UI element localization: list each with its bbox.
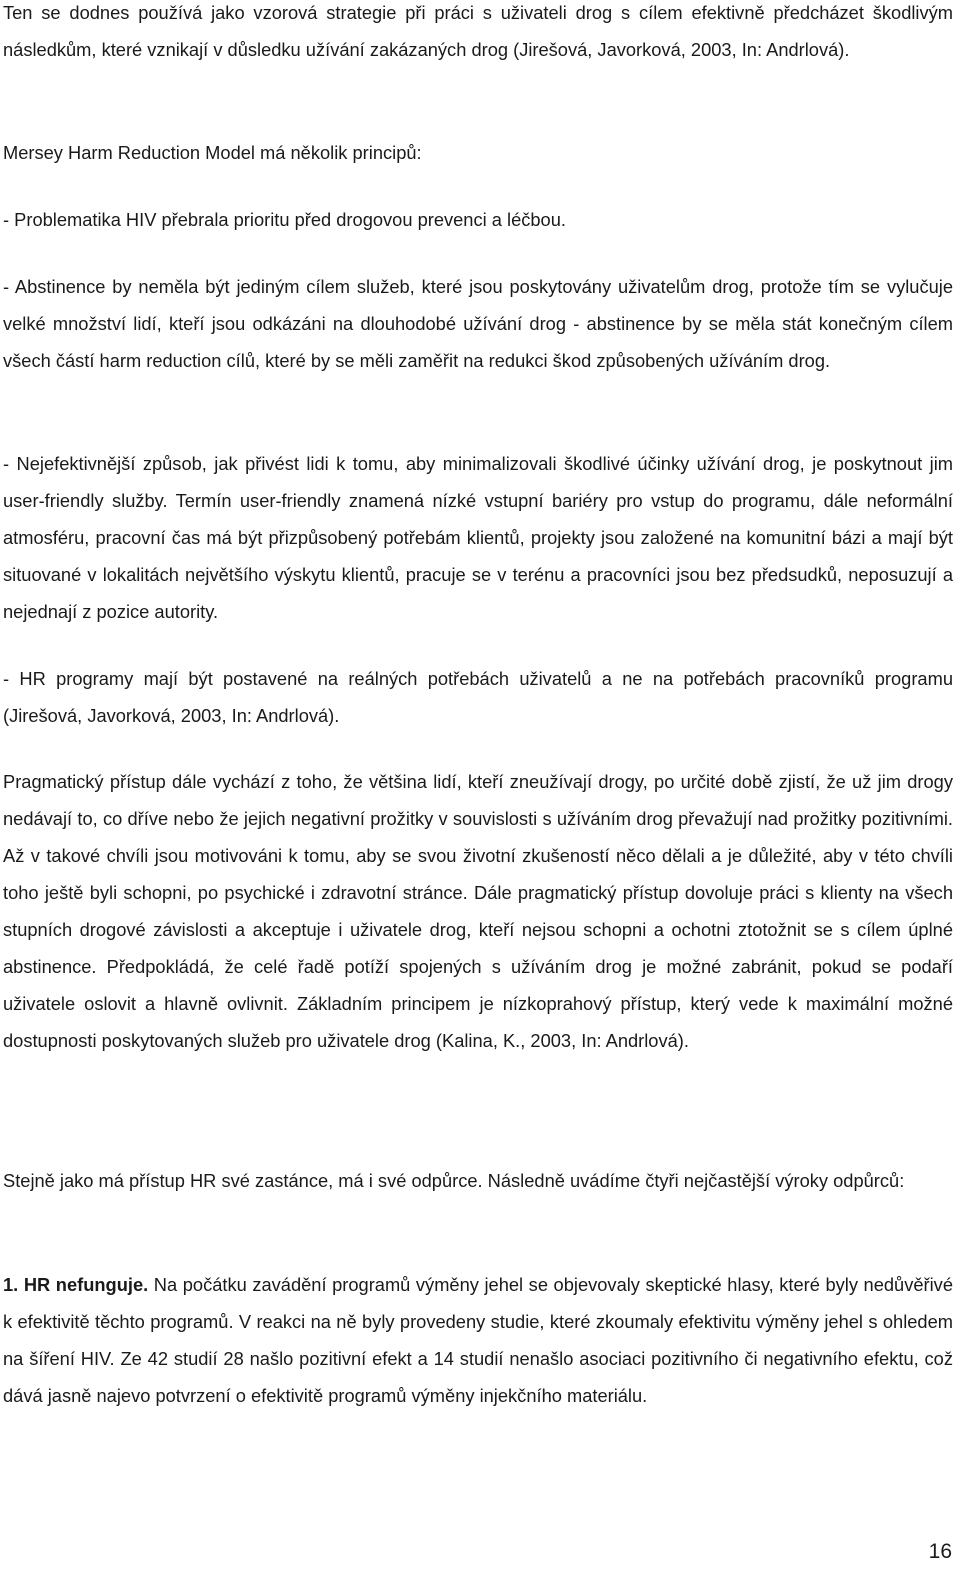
paragraph-principle-hiv: - Problematika HIV přebrala prioritu před drogovou prevenci a léčbou. <box>3 209 566 230</box>
paragraph-principle-user-friendly: - Nejefektivnější způsob, jak přivést lidi k tomu, aby minimalizovali škodlivé účinky užívání drog, je poskytnout jim user-friendly služby. Termín user-friendly znamená nízké vstupní bariéry pro vstup do programu, dále neformální atmosféru, pracovní čas má být přizpůsobený potřebám klientů, projekty jsou založené na komunitní bázi a mají být situované v lokalitách největšího výskytu klientů, pracuje se v terénu a pracovníci jsou bez předsudků, neposuzují a nejednají z pozice autority. <box>3 453 953 622</box>
paragraph-opponents: Stejně jako má přístup HR své zastánce, má i své odpůrce. Následně uvádíme čtyři nejčastější výroky odpůrců: <box>3 1170 905 1191</box>
paragraph-principle-real-needs: - HR programy mají být postavené na reálných potřebách uživatelů a ne na potřebách pracovníků programu (Jirešová, Javorková, 2003, In: Andrlová). <box>3 668 953 726</box>
paragraph-principles-heading: Mersey Harm Reduction Model má několik principů: <box>3 142 422 163</box>
paragraph-hr-does-not-work <box>3 1266 953 1414</box>
paragraph-pragmatic-approach: Pragmatický přístup dále vychází z toho, že většina lidí, kteří zneužívají drogy, po určité době zjistí, že už jim drogy nedávají to, co dříve nebo že jejich negativní prožitky v souvislosti s užíváním drog převažují nad prožitky pozitivními. Až v takové chvíli jsou motivováni k tomu, aby se svou životní zkušeností něco dělali a je důležité, aby v této chvíli toho ještě byli schopni, po psychické i zdravotní stránce. Dále pragmatický přístup dovoluje práci s klienty na všech stupních drogové závislosti a akceptuje i uživatele drog, kteří nejsou schopni a ochotni ztotožnit se s cílem úplné abstinence. Předpokládá, že celé řadě potíží spojených s užíváním drog je možné zabránit, pokud se podaří uživatele oslovit a hlavně ovlivnit. Základním principem je nízkoprahový přístup, který vede k maximální možné dostupnosti poskytovaných služeb pro uživatele drog (Kalina, K., 2003, In: Andrlová). <box>3 771 953 1051</box>
paragraph-intro: Ten se dodnes používá jako vzorová strategie při práci s uživateli drog s cílem efektivně předcházet škodlivým následkům, které vznikají v důsledku užívání zakázaných drog (Jirešová, Javorková, 2003, In: Andrlová). <box>3 2 953 60</box>
argument-heading: 1. HR nefunguje. <box>3 1274 149 1295</box>
page-number: 16 <box>928 1540 952 1563</box>
argument-body: Na počátku zavádění programů výměny jehel se objevovaly skeptické hlasy, které byly nedůvěřivé k efektivitě těchto programů. V reakci na ně byly provedeny studie, které zkoumaly efektivitu výměny jehel s ohledem na šíření HIV. Ze 42 studií 28 našlo pozitivní efekt a 14 studií nenašlo asociaci pozitivního či negativního efektu, což dává jasně najevo potvrzení o efektivitě programů výměny injekčního materiálu. <box>3 1274 953 1406</box>
paragraph-principle-abstinence: - Abstinence by neměla být jediným cílem služeb, které jsou poskytovány uživatelům drog, protože tím se vylučuje velké množství lidí, kteří jsou odkázáni na dlouhodobé užívání drog - abstinence by se měla stát konečným cílem všech částí harm reduction cílů, které by se měli zaměřit na redukci škod způsobených užíváním drog. <box>3 276 953 371</box>
